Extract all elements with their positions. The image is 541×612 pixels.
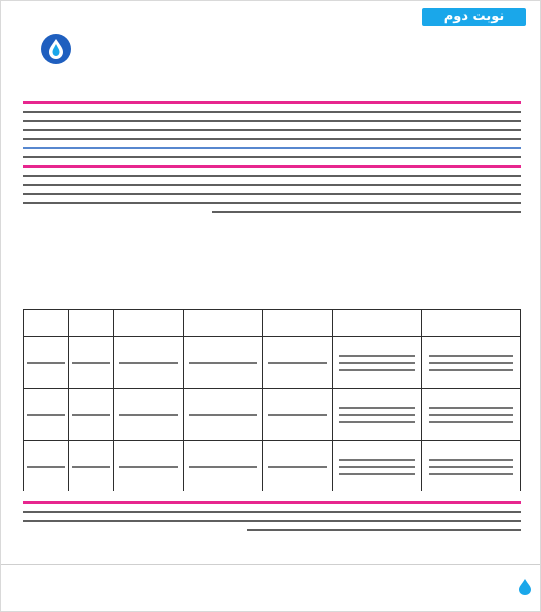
table-row	[24, 389, 521, 441]
text-line	[23, 193, 521, 195]
table-cell-lines	[27, 466, 65, 468]
table-header-row	[24, 310, 521, 337]
table-cell-line	[119, 362, 178, 364]
footer-line	[247, 529, 521, 531]
table-cell-line	[429, 473, 513, 475]
table-cell-lines	[429, 407, 513, 423]
text-line	[23, 138, 521, 140]
table-cell-line	[27, 466, 65, 468]
table-cell	[114, 441, 184, 492]
text-line	[23, 111, 521, 113]
table-cell-lines	[339, 407, 415, 423]
table-cell-line	[429, 369, 513, 371]
table-cell-line	[429, 362, 513, 364]
table-cell	[24, 337, 69, 389]
table-cell-line	[27, 414, 65, 416]
table-cell-line	[339, 421, 415, 423]
tender-table	[23, 309, 521, 491]
table-cell-lines	[268, 414, 327, 416]
credit-text	[17, 580, 137, 594]
table-header-cell	[422, 310, 521, 337]
table-row	[24, 441, 521, 492]
table-cell-line	[339, 369, 415, 371]
table-cell-lines	[189, 362, 256, 364]
table-row	[24, 337, 521, 389]
table-cell-line	[119, 414, 178, 416]
table-cell	[422, 441, 521, 492]
table-cell-line	[339, 362, 415, 364]
slogan	[262, 578, 512, 596]
table-cell-line	[27, 362, 65, 364]
table-cell	[183, 389, 262, 441]
round-tag: نوبت دوم	[422, 8, 526, 26]
table-cell-line	[119, 466, 178, 468]
table-cell-line	[189, 466, 256, 468]
bottom-bar	[1, 564, 540, 611]
footer-line	[23, 520, 521, 522]
table-cell	[422, 389, 521, 441]
table-cell-lines	[268, 362, 327, 364]
table-cell-line	[189, 362, 256, 364]
text-line	[23, 147, 521, 149]
footer-line	[23, 511, 521, 513]
table-cell	[263, 337, 333, 389]
table-cell	[114, 389, 184, 441]
table-cell-line	[72, 414, 110, 416]
text-line	[23, 120, 521, 122]
table-cell-line	[72, 362, 110, 364]
title-banner	[111, 43, 525, 77]
table-cell-lines	[72, 466, 110, 468]
table-cell-line	[339, 355, 415, 357]
table-cell	[24, 441, 69, 492]
table-cell	[183, 337, 262, 389]
table-cell-lines	[27, 414, 65, 416]
table-cell	[69, 441, 114, 492]
table-cell-lines	[119, 466, 178, 468]
table-header-cell	[69, 310, 114, 337]
table-cell	[263, 389, 333, 441]
table-cell-line	[339, 473, 415, 475]
table-cell-lines	[189, 466, 256, 468]
tender-table-wrap	[23, 309, 521, 491]
table-cell	[114, 337, 184, 389]
text-line	[212, 211, 521, 213]
table-cell-line	[429, 407, 513, 409]
table-cell	[263, 441, 333, 492]
table-cell-line	[339, 414, 415, 416]
company-logo-block	[19, 33, 97, 87]
table-cell-line	[339, 459, 415, 461]
table-cell-lines	[72, 362, 110, 364]
table-cell	[332, 389, 421, 441]
table-cell-line	[339, 407, 415, 409]
table-cell-line	[429, 466, 513, 468]
table-cell	[69, 337, 114, 389]
table-cell-lines	[429, 355, 513, 371]
notice-footer-lines	[23, 501, 521, 553]
text-line	[23, 184, 521, 186]
table-cell	[24, 389, 69, 441]
notice-body	[23, 101, 521, 491]
table-header-cell	[114, 310, 184, 337]
text-line	[23, 101, 521, 104]
table-cell	[183, 441, 262, 492]
table-cell-lines	[339, 459, 415, 475]
table-cell-lines	[268, 466, 327, 468]
text-line	[23, 165, 521, 168]
table-cell	[332, 441, 421, 492]
table-cell-line	[429, 414, 513, 416]
table-cell-lines	[119, 362, 178, 364]
table-cell-line	[268, 414, 327, 416]
water-drop-icon	[40, 33, 72, 65]
table-cell-lines	[119, 414, 178, 416]
notice-header	[19, 33, 525, 87]
table-header-cell	[332, 310, 421, 337]
table-cell-line	[429, 459, 513, 461]
table-cell-lines	[339, 355, 415, 371]
table-cell-line	[268, 362, 327, 364]
table-cell-line	[189, 414, 256, 416]
text-line	[23, 156, 521, 158]
table-cell	[332, 337, 421, 389]
footer-line	[23, 501, 521, 504]
text-line	[23, 175, 521, 177]
table-cell-line	[429, 421, 513, 423]
table-cell-line	[268, 466, 327, 468]
table-cell-lines	[429, 459, 513, 475]
table-cell	[69, 389, 114, 441]
table-cell-lines	[72, 414, 110, 416]
text-line	[23, 202, 521, 204]
table-header-cell	[24, 310, 69, 337]
text-line	[23, 129, 521, 131]
table-header-cell	[183, 310, 262, 337]
table-cell-line	[72, 466, 110, 468]
table-cell-lines	[27, 362, 65, 364]
table-header-cell	[263, 310, 333, 337]
table-cell-line	[429, 355, 513, 357]
water-drop-icon	[516, 578, 534, 596]
table-cell-line	[339, 466, 415, 468]
table-cell-lines	[189, 414, 256, 416]
table-cell	[422, 337, 521, 389]
notice-text-lines	[23, 101, 521, 220]
